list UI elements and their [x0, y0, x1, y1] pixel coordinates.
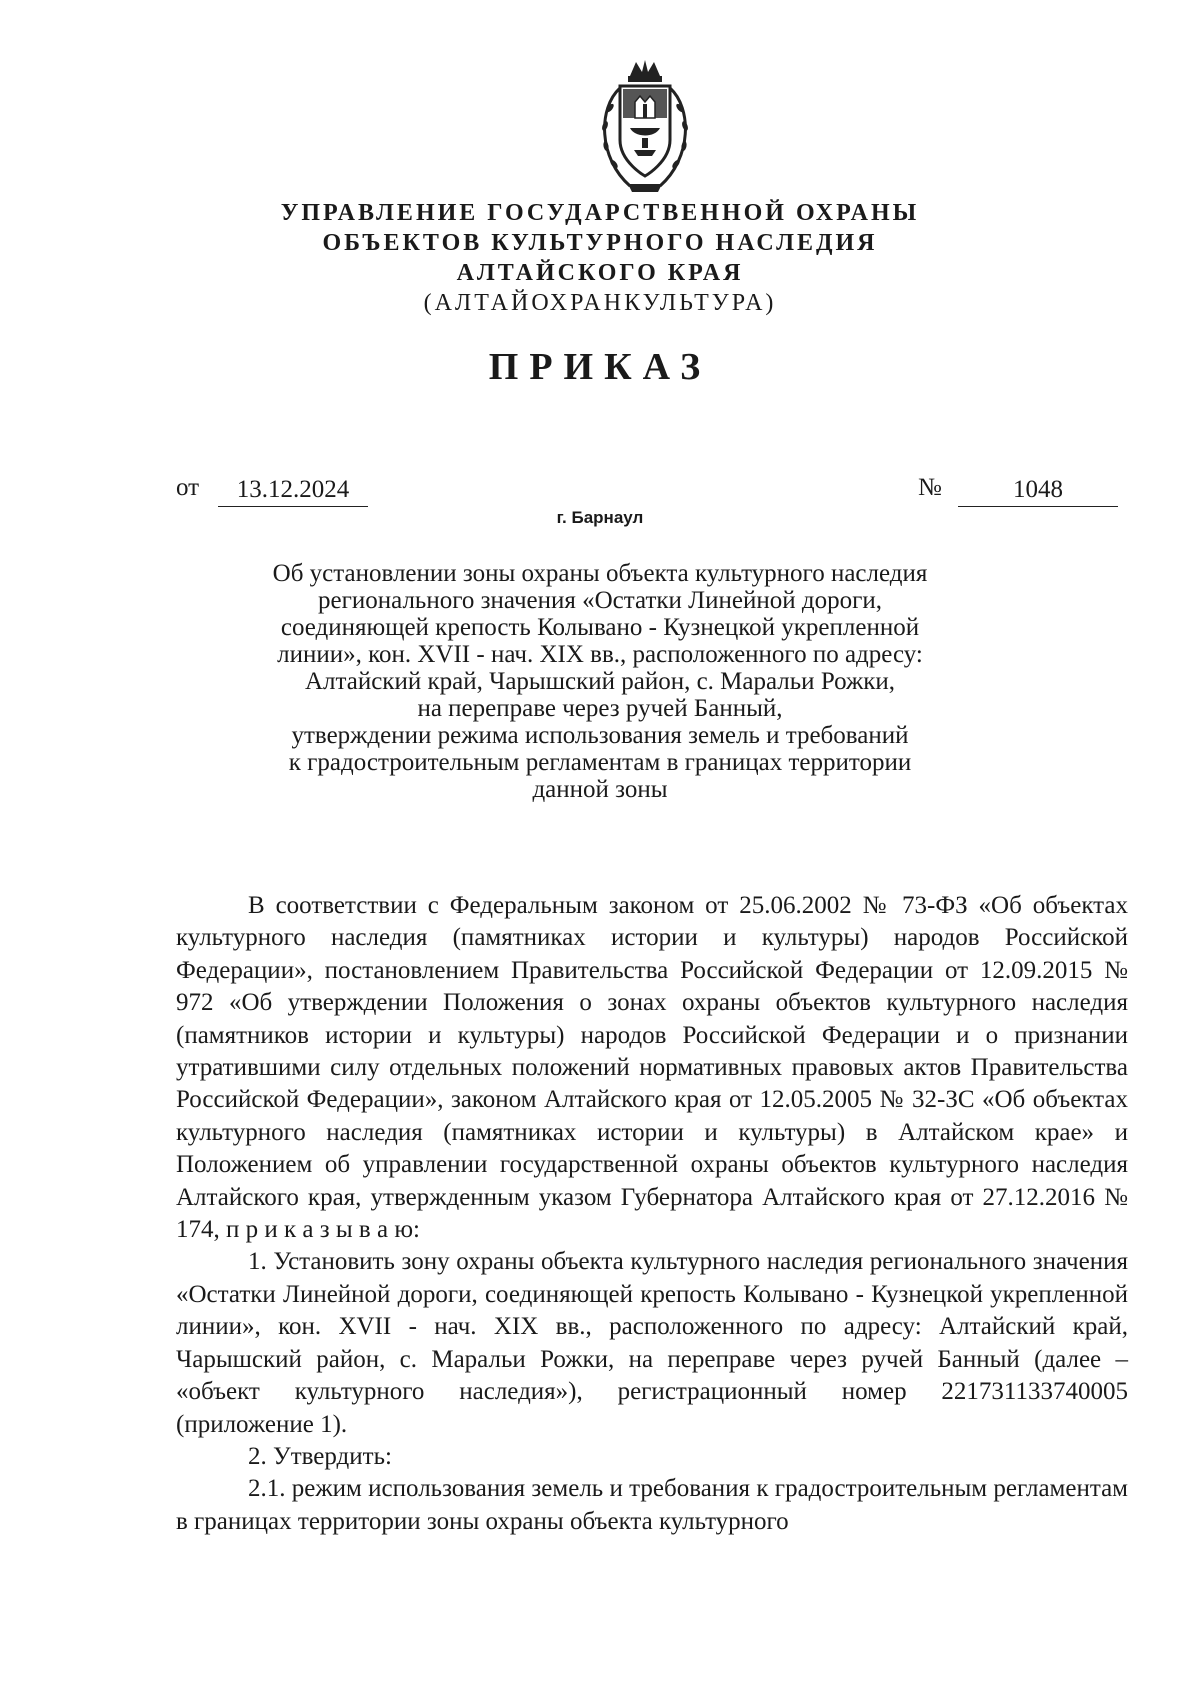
subject-line: линии», кон. XVII - нач. XIX вв., расположенного по адресу: [277, 641, 923, 668]
org-line-2: ОБЪЕКТОВ КУЛЬТУРНОГО НАСЛЕДИЯ [322, 230, 878, 256]
document-number: 1048 [958, 474, 1118, 507]
subject-line: к градостроительным регламентам в границах территории [288, 749, 912, 776]
subject-line: регионального значения «Остатки Линейной дороги, [318, 587, 882, 614]
coat-of-arms-icon [590, 58, 700, 198]
body-paragraph-item-2-1: 2.1. режим использования земель и требования к градостроительным регламентам в границах территории зоны охраны объекта культурного [176, 1475, 1128, 1535]
document-date: 13.12.2024 [218, 474, 368, 507]
body-paragraph-item-2: 2. Утвердить: [248, 1442, 392, 1470]
subject-line: утверждении режима использования земель и требований [291, 722, 909, 749]
city-label: г. Барнаул [556, 508, 644, 527]
org-line-1: УПРАВЛЕНИЕ ГОСУДАРСТВЕННОЙ ОХРАНЫ [280, 200, 920, 226]
document-body [176, 890, 1128, 1538]
subject-line: Об установлении зоны охраны объекта культурного наследия [272, 560, 928, 587]
subject-line: соединяющей крепость Колывано - Кузнецкой укрепленной [280, 614, 920, 641]
number-label: № [918, 474, 942, 501]
date-label: от [176, 474, 200, 501]
organization-heading [0, 198, 1200, 318]
document-type-title: ПРИКАЗ [488, 346, 712, 388]
body-paragraph-preamble: В соответствии с Федеральным законом от 25.06.2002 № 73-ФЗ «Об объектах культурного наследия (памятниках истории и культуры) народов Российской Федерации», постановлением Правительства Российской Федерации от 12.09.2015 № 972 «Об утверждении Положения о зонах охраны объектов культурного наследия (памятников истории и культуры) народов Российской Федерации и о признании утратившими силу отдельных положений нормативных правовых актов Правительства Российской Федерации», законом Алтайского края от 12.05.2005 № 32-ЗС «Об объектах культурного наследия (памятниках истории и культуры) в Алтайском крае» и Положением об управлении государственной охраны объектов культурного наследия Алтайского края, утвержденным указом Губернатора Алтайского края от 27.12.2016 № 174, п р и к а з ы в а ю: [176, 892, 1128, 1244]
document-subject [230, 560, 970, 803]
body-paragraph-item-1: 1. Установить зону охраны объекта культурного наследия регионального значения «Остатки Линейной дороги, соединяющей крепость Колывано - Кузнецкой укрепленной линии», кон. XVII - нач. XIX вв., расположенного по адресу: Алтайский край, Чарышский район, с. Маральи Рожки, на переправе через ручей Банный (далее – «объект культурного наследия»), регистрационный номер 221731133740005 (приложение 1). [176, 1248, 1128, 1438]
subject-line: данной зоны [532, 776, 668, 803]
subject-line: Алтайский край, Чарышский район, с. Маральи Рожки, [304, 668, 896, 695]
org-line-3: АЛТАЙСКОГО КРАЯ [456, 260, 744, 286]
org-short-name: (АЛТАЙОХРАНКУЛЬТУРА) [423, 290, 777, 316]
subject-line: на переправе через ручей Банный, [417, 695, 783, 722]
